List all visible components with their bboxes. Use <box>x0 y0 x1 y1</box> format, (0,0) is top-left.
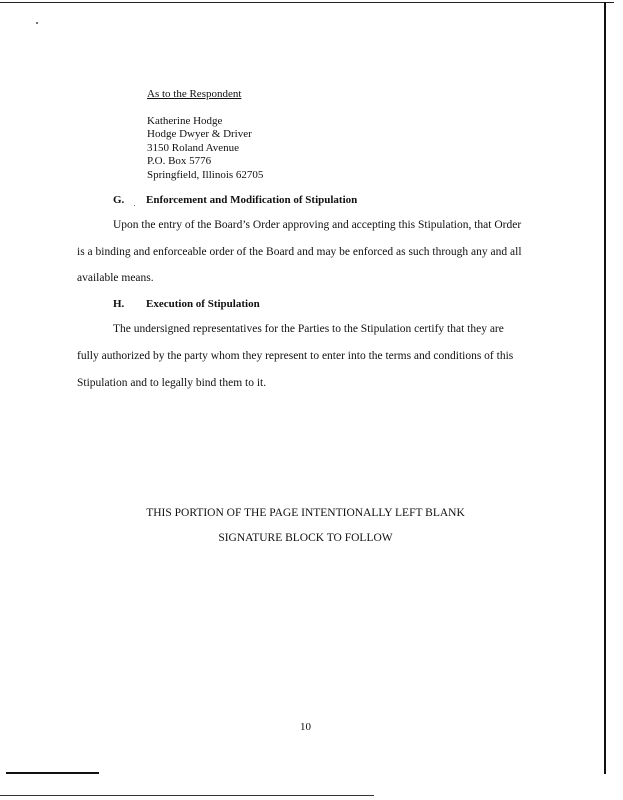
scan-border-top <box>0 2 614 3</box>
address-line: Katherine Hodge <box>147 115 223 127</box>
section-h-line: Stipulation and to legally bind them to it. <box>77 377 267 389</box>
respondent-address <box>147 115 263 182</box>
section-h-title: Execution of Stipulation <box>146 298 260 310</box>
section-h-letter: H. <box>113 298 125 310</box>
address-line: Hodge Dwyer & Driver <box>147 128 252 141</box>
scan-border-bottom <box>0 795 374 796</box>
signature-block-notice: SIGNATURE BLOCK TO FOLLOW <box>218 532 393 544</box>
section-h-line: The undersigned representatives for the Parties to the Stipulation certify that they are <box>113 323 504 335</box>
scan-border-right <box>604 2 606 774</box>
scan-mark <box>6 772 99 774</box>
section-g-title: Enforcement and Modification of Stipulation <box>146 194 358 206</box>
respondent-heading: As to the Respondent <box>147 88 242 100</box>
address-line: P.O. Box 5776 <box>147 155 212 168</box>
scan-speck <box>134 205 135 206</box>
address-line: 3150 Roland Avenue <box>147 141 240 154</box>
section-g-line: is a binding and enforceable order of the Board and may be enforced as such through any and all <box>77 246 522 258</box>
section-g-line: available means. <box>77 272 154 284</box>
section-g-letter: G. <box>113 194 125 206</box>
page-number: 10 <box>300 721 311 733</box>
section-h-line: fully authorized by the party whom they represent to enter into the terms and conditions of this <box>77 350 514 362</box>
scan-speck <box>36 22 38 24</box>
section-g-line: Upon the entry of the Board’s Order approving and accepting this Stipulation, that Order <box>113 219 522 231</box>
blank-portion-notice: THIS PORTION OF THE PAGE INTENTIONALLY LEFT BLANK <box>146 507 465 519</box>
address-line: Springfield, Illinois 62705 <box>147 168 264 181</box>
